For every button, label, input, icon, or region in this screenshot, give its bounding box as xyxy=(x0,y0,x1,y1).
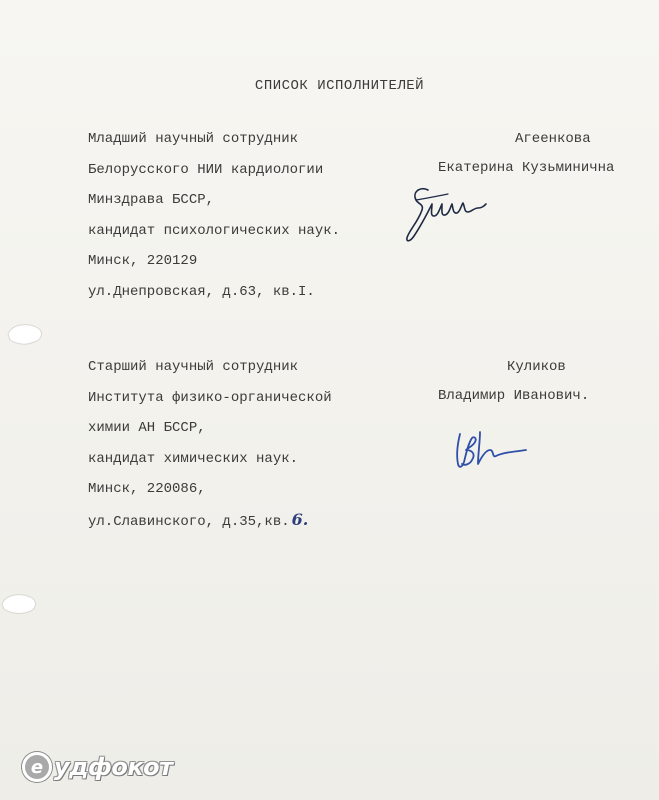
performer-1-line-5: Минск, 220129 xyxy=(88,253,198,269)
performer-2-line-3: химии АН БССР, xyxy=(88,420,206,436)
performer-2-line-4: кандидат химических наук. xyxy=(88,450,299,467)
performer-1-line-2: Белорусского НИИ кардиологии xyxy=(88,161,324,178)
watermark-text: удфокот xyxy=(54,753,173,781)
performer-2-signature xyxy=(450,428,534,472)
performer-2-line-6 xyxy=(88,511,332,542)
performer-2-details xyxy=(88,358,332,541)
performer-2-line-2: Института физико-органической xyxy=(88,389,332,406)
performer-2-name: Владимир Иванович. xyxy=(438,388,590,404)
performer-2-line-1: Старший научный сотрудник xyxy=(88,359,299,375)
punch-hole-mark xyxy=(4,318,46,348)
performer-1-details xyxy=(88,130,340,313)
performer-1-line-4: кандидат психологических наук. xyxy=(88,222,341,239)
performer-1-surname: Агеенкова xyxy=(515,131,591,147)
performer-1-name: Екатерина Кузьминична xyxy=(438,160,615,176)
performer-2-address: ул.Славинского, д.35,кв. xyxy=(88,513,290,530)
site-watermark-logo xyxy=(22,752,173,782)
performer-1-signature xyxy=(398,182,498,244)
document-title: СПИСОК ИСПОЛНИТЕЛЕЙ xyxy=(254,78,425,94)
performer-2-surname: Куликов xyxy=(507,359,566,375)
performer-2-line-5: Минск, 220086, xyxy=(88,481,206,497)
performer-1-line-6: ул.Днепровская, д.63, кв.I. xyxy=(88,283,315,300)
e-circle-logo-icon: e xyxy=(22,752,52,782)
performer-1-line-3: Минздрава БССР, xyxy=(88,192,215,208)
performer-1-line-1: Младший научный сотрудник xyxy=(88,131,299,147)
punch-hole-mark xyxy=(0,590,40,616)
handwritten-apartment-number: 6. xyxy=(291,509,309,529)
